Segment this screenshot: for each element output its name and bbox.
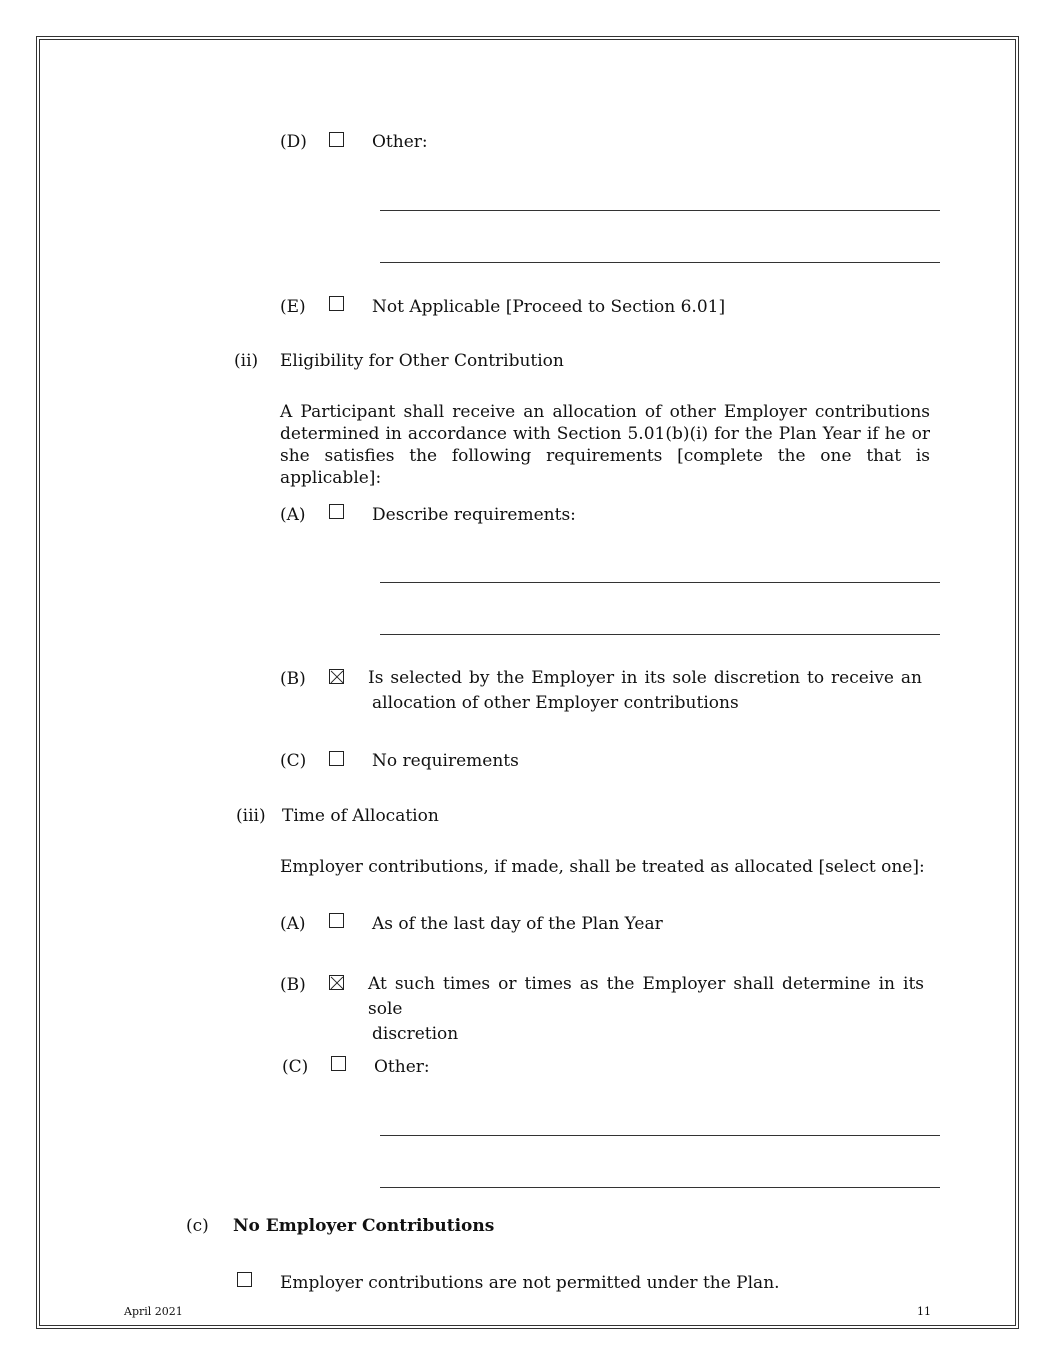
section-c-text: Employer contributions are not permitted under the Plan.: [280, 1273, 780, 1293]
section-ii-option-b-line-2: allocation of other Employer contributions: [372, 693, 739, 713]
option-e-checkbox[interactable]: [329, 296, 344, 311]
footer-page-number: 11: [917, 1305, 931, 1318]
section-iii-option-c-blank-line-2[interactable]: [380, 1187, 940, 1188]
section-ii-option-c-text: No requirements: [372, 751, 519, 771]
section-ii-title: Eligibility for Other Contribution: [280, 351, 564, 371]
section-iii-option-c-blank-line-1[interactable]: [380, 1135, 940, 1136]
section-ii-option-b-text: [368, 666, 922, 716]
section-ii-label: (ii): [234, 351, 259, 371]
section-c-title: No Employer Contributions: [233, 1216, 495, 1236]
section-iii-option-a-text: As of the last day of the Plan Year: [372, 914, 663, 934]
option-d-blank-line-1[interactable]: [380, 210, 940, 211]
option-d-label: (D): [280, 132, 307, 152]
section-ii-option-a-blank-line-2[interactable]: [380, 634, 940, 635]
section-iii-label: (iii): [236, 806, 266, 826]
option-d-blank-line-2[interactable]: [380, 262, 940, 263]
footer-date: April 2021: [124, 1305, 183, 1318]
section-iii-option-c-label: (C): [282, 1057, 309, 1077]
section-iii-option-b-label: (B): [280, 975, 306, 995]
section-ii-option-b-checkbox[interactable]: [329, 669, 344, 684]
section-iii-option-a-label: (A): [280, 914, 306, 934]
option-d-checkbox[interactable]: [329, 132, 344, 147]
section-ii-paragraph: A Participant shall receive an allocation of other Employer contributions determined in accordance with Section 5.01(b)(i) for the Plan Year if he or she satisfies the following requirements [complete the one that is applicable]:: [280, 402, 930, 488]
section-iii-title: Time of Allocation: [282, 806, 439, 826]
section-iii-option-b-text: [368, 972, 924, 1047]
section-iii-paragraph: Employer contributions, if made, shall be treated as allocated [select one]:: [280, 857, 925, 877]
section-ii-option-a-label: (A): [280, 505, 306, 525]
section-ii-option-b-line-1: Is selected by the Employer in its sole discretion to receive an: [368, 668, 922, 688]
section-ii-option-a-blank-line-1[interactable]: [380, 582, 940, 583]
section-ii-option-a-checkbox[interactable]: [329, 504, 344, 519]
section-ii-option-a-text: Describe requirements:: [372, 505, 576, 525]
section-iii-option-c-checkbox[interactable]: [331, 1056, 346, 1071]
section-iii-option-b-line-1: At such times or times as the Employer shall determine in its sole: [368, 974, 924, 1019]
section-iii-option-c-text: Other:: [374, 1057, 430, 1077]
option-e-label: (E): [280, 297, 306, 317]
section-ii-option-b-label: (B): [280, 669, 306, 689]
section-iii-option-b-checkbox[interactable]: [329, 975, 344, 990]
section-ii-option-c-checkbox[interactable]: [329, 751, 344, 766]
option-d-text: Other:: [372, 132, 428, 152]
section-iii-option-a-checkbox[interactable]: [329, 913, 344, 928]
section-c-label: (c): [186, 1216, 209, 1236]
section-ii-option-c-label: (C): [280, 751, 307, 771]
option-e-text: Not Applicable [Proceed to Section 6.01]: [372, 297, 726, 317]
section-c-checkbox[interactable]: [237, 1272, 252, 1287]
section-iii-option-b-line-2: discretion: [372, 1024, 459, 1044]
